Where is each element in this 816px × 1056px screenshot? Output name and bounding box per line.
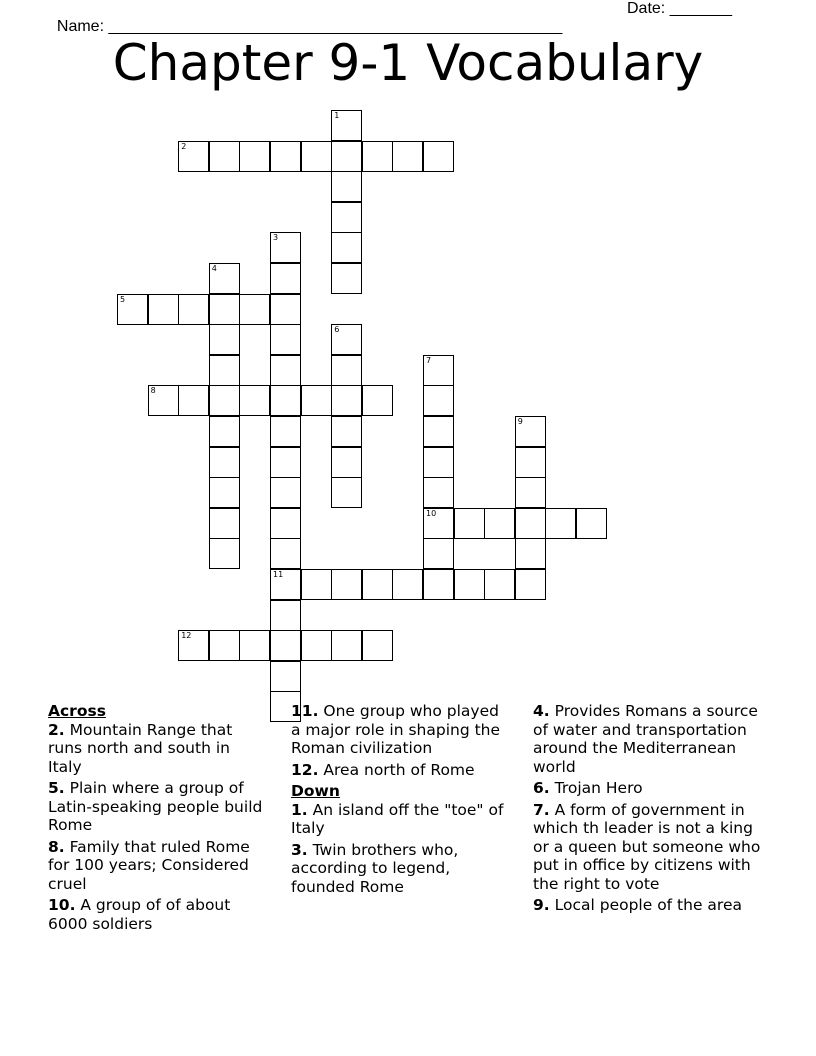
- crossword-cell[interactable]: [270, 538, 301, 569]
- crossword-cell[interactable]: [270, 447, 301, 478]
- down-clues-column-3: [533, 702, 768, 918]
- cell-number: 4: [211, 264, 217, 273]
- crossword-cell[interactable]: [148, 294, 179, 325]
- crossword-cell[interactable]: [209, 538, 240, 569]
- across-clues-column-1: [48, 702, 263, 936]
- crossword-cell[interactable]: [209, 294, 240, 325]
- crossword-cell[interactable]: [362, 569, 393, 600]
- crossword-cell[interactable]: [423, 477, 454, 508]
- crossword-cell[interactable]: [454, 508, 485, 539]
- cell-number: 9: [517, 417, 523, 426]
- crossword-cell[interactable]: [484, 508, 515, 539]
- crossword-cell[interactable]: [515, 447, 546, 478]
- crossword-cell[interactable]: [423, 447, 454, 478]
- crossword-cell[interactable]: [209, 355, 240, 386]
- crossword-cell[interactable]: [331, 447, 362, 478]
- crossword-cell[interactable]: [331, 324, 362, 355]
- crossword-cell[interactable]: [331, 110, 362, 141]
- cell-number: 6: [334, 325, 340, 335]
- crossword-cell[interactable]: [392, 569, 423, 600]
- crossword-cell[interactable]: [423, 416, 454, 447]
- crossword-cell[interactable]: [331, 202, 362, 233]
- crossword-cell[interactable]: [362, 630, 393, 661]
- crossword-cell[interactable]: [270, 477, 301, 508]
- crossword-cell[interactable]: [270, 263, 301, 294]
- crossword-cell[interactable]: [423, 355, 454, 386]
- crossword-cell[interactable]: [209, 508, 240, 539]
- crossword-cell[interactable]: [209, 263, 240, 294]
- crossword-cell[interactable]: [270, 355, 301, 386]
- cell-number: 12: [181, 631, 192, 641]
- crossword-cell[interactable]: [270, 508, 301, 539]
- crossword-cell[interactable]: [270, 569, 301, 600]
- crossword-cell[interactable]: [209, 477, 240, 508]
- across-heading: Across: [48, 702, 106, 720]
- crossword-cell[interactable]: [117, 294, 148, 325]
- crossword-cell[interactable]: [331, 171, 362, 202]
- crossword-cell[interactable]: [515, 477, 546, 508]
- clue-down-3: 3. Twin brothers who, according to legend, founded Rome: [291, 840, 459, 896]
- crossword-cell[interactable]: [239, 385, 270, 416]
- crossword-cell[interactable]: [331, 477, 362, 508]
- crossword-cell[interactable]: [362, 385, 393, 416]
- cell-number: 7: [426, 355, 432, 365]
- crossword-cell[interactable]: [270, 416, 301, 447]
- crossword-cell[interactable]: [331, 630, 362, 661]
- cell-number: 5: [120, 294, 126, 304]
- crossword-cell[interactable]: [270, 630, 301, 661]
- crossword-cell[interactable]: [209, 324, 240, 355]
- crossword-cell[interactable]: [270, 324, 301, 355]
- crossword-cell[interactable]: [178, 385, 209, 416]
- crossword-cell[interactable]: [178, 294, 209, 325]
- clue-down-7: 7. A form of government in which th leader is not a king or a queen but someone who put in office by citizens with the right to vote: [533, 800, 761, 893]
- crossword-cell[interactable]: [301, 569, 332, 600]
- crossword-cell[interactable]: [331, 569, 362, 600]
- crossword-cell[interactable]: [148, 385, 179, 416]
- crossword-cell[interactable]: [209, 630, 240, 661]
- crossword-cell[interactable]: [423, 538, 454, 569]
- clue-across-11: 11. One group who played a major role in shaping the Roman civilization: [291, 702, 501, 757]
- clues-column-2: [291, 702, 506, 899]
- crossword-cell[interactable]: [270, 294, 301, 325]
- crossword-cell[interactable]: [515, 416, 546, 447]
- crossword-cell[interactable]: [270, 232, 301, 263]
- crossword-cell[interactable]: [392, 141, 423, 172]
- crossword-cell[interactable]: [484, 569, 515, 600]
- crossword-cell[interactable]: [423, 508, 454, 539]
- crossword-cell[interactable]: [423, 141, 454, 172]
- crossword-cell[interactable]: [331, 385, 362, 416]
- crossword-cell[interactable]: [209, 141, 240, 172]
- crossword-cell[interactable]: [301, 630, 332, 661]
- cell-number: 1: [334, 111, 340, 120]
- crossword-cell[interactable]: [239, 630, 270, 661]
- name-label: Name: ___________________________________________________: [56, 18, 563, 35]
- cell-number: 10: [426, 508, 437, 518]
- crossword-cell[interactable]: [239, 294, 270, 325]
- crossword-cell[interactable]: [178, 141, 209, 172]
- clue-down-9: 9. Local people of the area: [533, 896, 742, 914]
- crossword-cell[interactable]: [423, 385, 454, 416]
- crossword-cell[interactable]: [301, 141, 332, 172]
- crossword-cell[interactable]: [331, 416, 362, 447]
- cell-number: 8: [150, 386, 156, 396]
- page-title: Chapter 9-1 Vocabulary: [112, 34, 704, 92]
- clue-across-2: 2. Mountain Range that runs north and south in Italy: [48, 720, 233, 776]
- clue-down-4: 4. Provides Romans a source of water and transportation around the Mediterranean world: [533, 702, 758, 776]
- crossword-cell[interactable]: [423, 569, 454, 600]
- crossword-cell[interactable]: [515, 569, 546, 600]
- crossword-cell[interactable]: [515, 538, 546, 569]
- cell-number: 3: [273, 233, 279, 243]
- crossword-cell[interactable]: [270, 141, 301, 172]
- crossword-cell[interactable]: [331, 263, 362, 294]
- crossword-cell[interactable]: [545, 508, 576, 539]
- clue-across-5: 5. Plain where a group of Latin-speaking people build Rome: [48, 779, 263, 834]
- clue-across-12: 12. Area north of Rome: [291, 760, 475, 779]
- clue-across-8: 8. Family that ruled Rome for 100 years; Considered cruel: [48, 837, 250, 893]
- crossword-cell[interactable]: [331, 232, 362, 263]
- crossword-cell[interactable]: [178, 630, 209, 661]
- clue-down-1: 1. An island off the "toe" of Italy: [291, 800, 504, 837]
- clue-across-10: 10. A group of of about 6000 soldiers: [48, 896, 231, 933]
- crossword-cell[interactable]: [209, 447, 240, 478]
- crossword-cell[interactable]: [515, 508, 546, 539]
- crossword-cell[interactable]: [239, 141, 270, 172]
- cell-number: 11: [273, 570, 284, 579]
- crossword-cell[interactable]: [362, 141, 393, 172]
- crossword-cell[interactable]: [270, 385, 301, 416]
- crossword-cell[interactable]: [331, 141, 362, 172]
- crossword-cell[interactable]: [576, 508, 607, 539]
- down-heading: Down: [291, 782, 340, 800]
- crossword-cell[interactable]: [454, 569, 485, 600]
- crossword-cell[interactable]: [270, 661, 301, 692]
- crossword-cell[interactable]: [301, 385, 332, 416]
- date-label: Date: _______: [627, 0, 732, 17]
- cell-number: 2: [181, 141, 187, 151]
- crossword-cell[interactable]: [209, 385, 240, 416]
- crossword-cell[interactable]: [209, 416, 240, 447]
- crossword-cell[interactable]: [270, 600, 301, 631]
- clue-down-6: 6. Trojan Hero: [533, 779, 643, 797]
- crossword-cell[interactable]: [331, 355, 362, 386]
